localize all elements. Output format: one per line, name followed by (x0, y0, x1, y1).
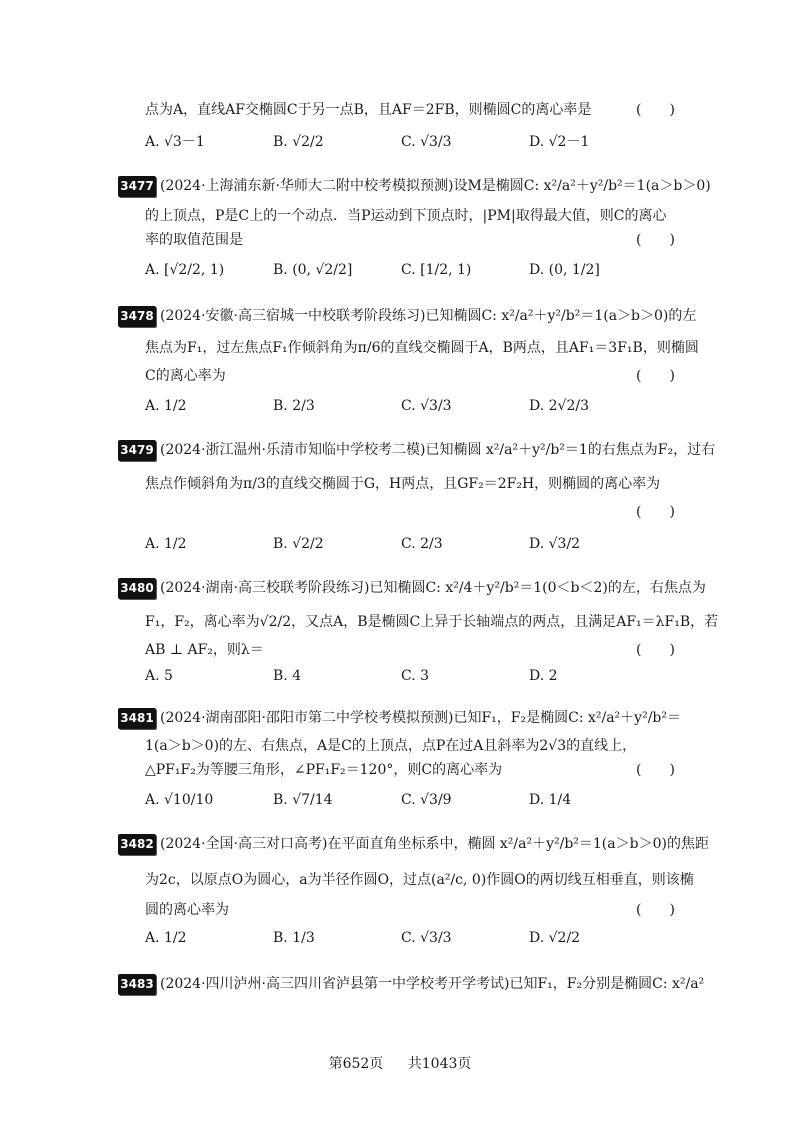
q3477-option-c: C. [1/2, 1) (401, 262, 472, 278)
q3479-option-a: A. 1/2 (145, 536, 187, 552)
q3478-line1: (2024·安徽·高三宿城一中校联考阶段练习)已知椭圆C: x²/a²＋y²/b²＝1(a＞b＞0)的左 (160, 308, 697, 324)
q3481-line1: (2024·湖南邵阳·邵阳市第二中学校考模拟预测)已知F₁，F₂是椭圆C: x²/a²＋y²/b²＝ (160, 710, 681, 726)
q3476-line1: 点为A，直线AF交椭圆C于另一点B，且AF＝2FB，则椭圆C的离心率是 (145, 102, 592, 118)
q3479-option-d: D. √3/2 (529, 536, 581, 552)
q3478-line3: C的离心率为 (145, 368, 226, 384)
q3482-line1: (2024·全国·高三对口高考)在平面直角坐标系中，椭圆 x²/a²＋y²/b²＝1(a＞b＞0)的焦距 (160, 836, 709, 852)
q3480-options (145, 662, 665, 690)
q3477-number-badge: 3477 (118, 176, 156, 197)
q3479-line2: 焦点作倾斜角为π/3的直线交椭圆于G，H两点，且GF₂＝2F₂H，则椭圆的离心率为 (145, 476, 661, 492)
q3480-option-a: A. 5 (145, 668, 173, 684)
q3480-number-badge: 3480 (118, 578, 156, 599)
page-total: 共1043页 (407, 1056, 472, 1072)
q3481-option-d: D. 1/4 (529, 792, 572, 808)
q3481-options (145, 786, 665, 814)
q3482-option-b: B. 1/3 (273, 930, 315, 946)
q3480-answer-paren: ( ) (636, 642, 675, 658)
q3481-option-a: A. √10/10 (145, 792, 214, 808)
q3480-option-d: D. 2 (529, 668, 558, 684)
q3476-option-d: D. √2－1 (529, 134, 590, 150)
q3478-answer-paren: ( ) (636, 368, 675, 384)
q3477-line1: (2024·上海浦东新·华师大二附中校考模拟预测)设M是椭圆C: x²/a²＋y²/b²＝1(a＞b＞0) (160, 178, 711, 194)
q3483-line1: (2024·四川泸州·高三四川省泸县第一中学校考开学考试)已知F₁，F₂分别是椭圆C: x²/a² (160, 976, 705, 992)
q3477-option-d: D. (0, 1/2] (529, 262, 600, 278)
q3478-option-d: D. 2√2/3 (529, 398, 589, 414)
q3480-line3: AB ⊥ AF₂，则λ＝ (145, 642, 264, 658)
q3477-line3: 率的取值范围是 (145, 232, 243, 248)
q3481-option-b: B. √7/14 (273, 792, 333, 808)
q3481-answer-paren: ( ) (636, 762, 675, 778)
q3478-option-a: A. 1/2 (145, 398, 187, 414)
q3477-option-a: A. [√2/2, 1) (145, 262, 225, 278)
q3480-line1: (2024·湖南·高三校联考阶段练习)已知椭圆C: x²/4＋y²/b²＝1(0＜b＜2)的左，右焦点为 (160, 580, 706, 596)
q3479-line1: (2024·浙江温州·乐清市知临中学校考二模)已知椭圆 x²/a²＋y²/b²＝1的右焦点为F₂，过右 (160, 442, 716, 458)
q3477-answer-paren: ( ) (636, 232, 675, 248)
q3476-answer-paren: ( ) (636, 102, 675, 118)
q3478-number-badge: 3478 (118, 306, 156, 327)
q3483-number-badge: 3483 (118, 974, 156, 995)
page-footer (0, 1054, 800, 1074)
q3479-options (145, 530, 665, 558)
q3482-answer-paren: ( ) (636, 902, 675, 918)
q3482-number-badge: 3482 (118, 834, 156, 855)
q3478-option-b: B. 2/3 (273, 398, 315, 414)
q3481-line2: 1(a＞b＞0)的左、右焦点，A是C的上顶点，点P在过A且斜率为2√3的直线上， (145, 738, 637, 754)
q3480-line2: F₁，F₂，离心率为√2/2，又点A，B是椭圆C上异于长轴端点的两点，且满足AF₁＝λF₁B，若 (145, 614, 719, 630)
q3479-option-c: C. 2/3 (401, 536, 443, 552)
q3478-option-c: C. √3/3 (401, 398, 452, 414)
q3481-line3: △PF₁F₂为等腰三角形，∠PF₁F₂＝120°，则C的离心率为 (145, 762, 503, 778)
q3482-option-a: A. 1/2 (145, 930, 187, 946)
q3478-options (145, 392, 665, 420)
q3481-number-badge: 3481 (118, 708, 156, 729)
q3481-option-c: C. √3/9 (401, 792, 452, 808)
q3476-options (145, 128, 665, 156)
q3479-answer-paren: ( ) (636, 504, 675, 520)
q3480-option-b: B. 4 (273, 668, 302, 684)
q3476-option-c: C. √3/3 (401, 134, 452, 150)
q3476-option-b: B. √2/2 (273, 134, 324, 150)
q3480-option-c: C. 3 (401, 668, 430, 684)
q3477-line2: 的上顶点，P是C上的一个动点．当P运动到下顶点时，|PM|取得最大值，则C的离心 (145, 208, 667, 224)
page-number: 第652页 (328, 1056, 384, 1072)
q3482-line2: 为2c，以原点O为圆心，a为半径作圆O，过点(a²/c, 0)作圆O的两切线互相垂直，则该椭 (145, 872, 694, 888)
q3478-line2: 焦点为F₁，过左焦点F₁作倾斜角为π/6的直线交椭圆于A，B两点，且AF₁＝3F₁B，则椭圆 (145, 340, 699, 356)
q3482-option-d: D. √2/2 (529, 930, 581, 946)
q3482-options (145, 924, 665, 952)
q3477-options (145, 256, 665, 284)
q3477-option-b: B. (0, √2/2] (273, 262, 353, 278)
q3479-option-b: B. √2/2 (273, 536, 324, 552)
q3482-line3: 圆的离心率为 (145, 902, 229, 918)
q3476-option-a: A. √3－1 (145, 134, 205, 150)
q3479-number-badge: 3479 (118, 440, 156, 461)
q3482-option-c: C. √3/3 (401, 930, 452, 946)
